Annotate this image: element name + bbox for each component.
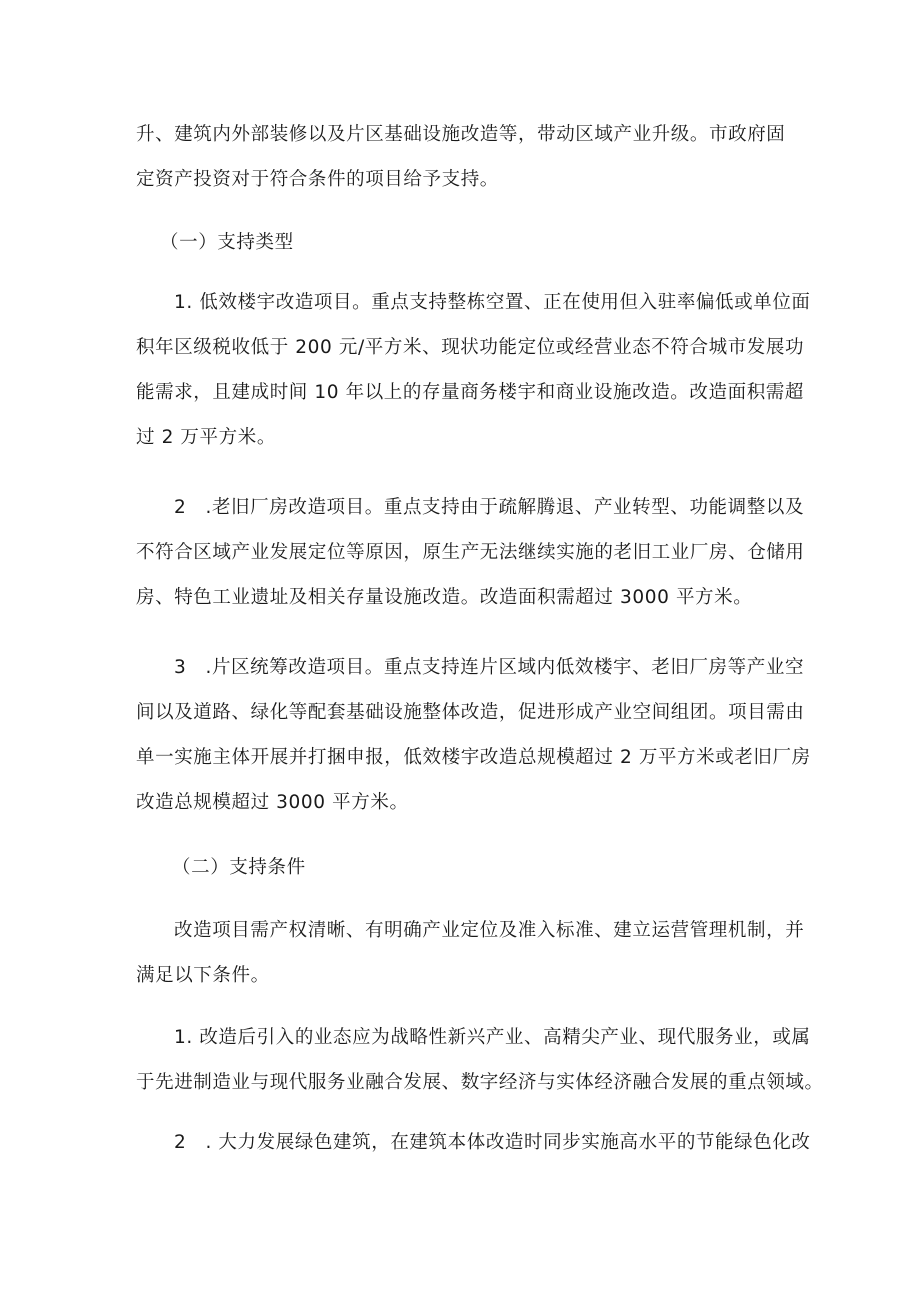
text-line: 于先进制造业与现代服务业融合发展、数字经济与实体经济融合发展的重点领域。 <box>136 1072 824 1093</box>
text-line: 改造总规模超过 3000 平方米。 <box>136 792 409 813</box>
text-line: 间以及道路、绿化等配套基础设施整体改造，促进形成产业空间组团。项目需由 <box>136 702 805 723</box>
text-line: 升、建筑内外部装修以及片区基础设施改造等，带动区域产业升级。市政府固 <box>136 124 786 145</box>
text-line: 不符合区域产业发展定位等原因，原生产无法继续实施的老旧工业厂房、仓储用 <box>136 542 805 563</box>
section-heading-support-conditions: （二）支持条件 <box>172 857 306 878</box>
text-line: 单一实施主体开展并打捆申报，低效楼宇改造总规模超过 2 万平方米或老旧厂房 <box>136 747 811 768</box>
text-line: 2 .老旧厂房改造项目。重点支持由于疏解腾退、产业转型、功能调整以及 <box>174 497 805 518</box>
intro-paragraph <box>136 112 784 202</box>
text-line: 过 2 万平方米。 <box>136 427 276 448</box>
text-line: 积年区级税收低于 200 元/平方米、现状功能定位或经营业态不符合城市发展功 <box>136 337 805 358</box>
paragraph-item-3 <box>136 645 811 825</box>
conditions-item-2 <box>136 1120 811 1165</box>
paragraph-item-2 <box>136 485 805 620</box>
conditions-item-1 <box>136 1015 824 1105</box>
text-line: 定资产投资对于符合条件的项目给予支持。 <box>136 169 499 190</box>
text-line: 3 .片区统筹改造项目。重点支持连片区域内低效楼宇、老旧厂房等产业空 <box>174 657 805 678</box>
text-line: 1. 改造后引入的业态应为战略性新兴产业、高精尖产业、现代服务业，或属 <box>174 1027 811 1048</box>
text-line: 1. 低效楼宇改造项目。重点支持整栋空置、正在使用但入驻率偏低或单位面 <box>174 292 811 313</box>
text-line: 房、特色工业遗址及相关存量设施改造。改造面积需超过 3000 平方米。 <box>136 587 753 608</box>
text-line: 改造项目需产权清晰、有明确产业定位及准入标准、建立运营管理机制，并 <box>174 920 805 941</box>
section-heading-support-types: （一）支持类型 <box>160 232 294 253</box>
conditions-intro-paragraph <box>136 908 805 998</box>
text-line: 满足以下条件。 <box>136 965 270 986</box>
text-line: 能需求，且建成时间 10 年以上的存量商务楼宇和商业设施改造。改造面积需超 <box>136 382 805 403</box>
text-line: 2 . 大力发展绿色建筑，在建筑本体改造时同步实施高水平的节能绿色化改 <box>174 1132 811 1153</box>
paragraph-item-1 <box>136 280 811 460</box>
